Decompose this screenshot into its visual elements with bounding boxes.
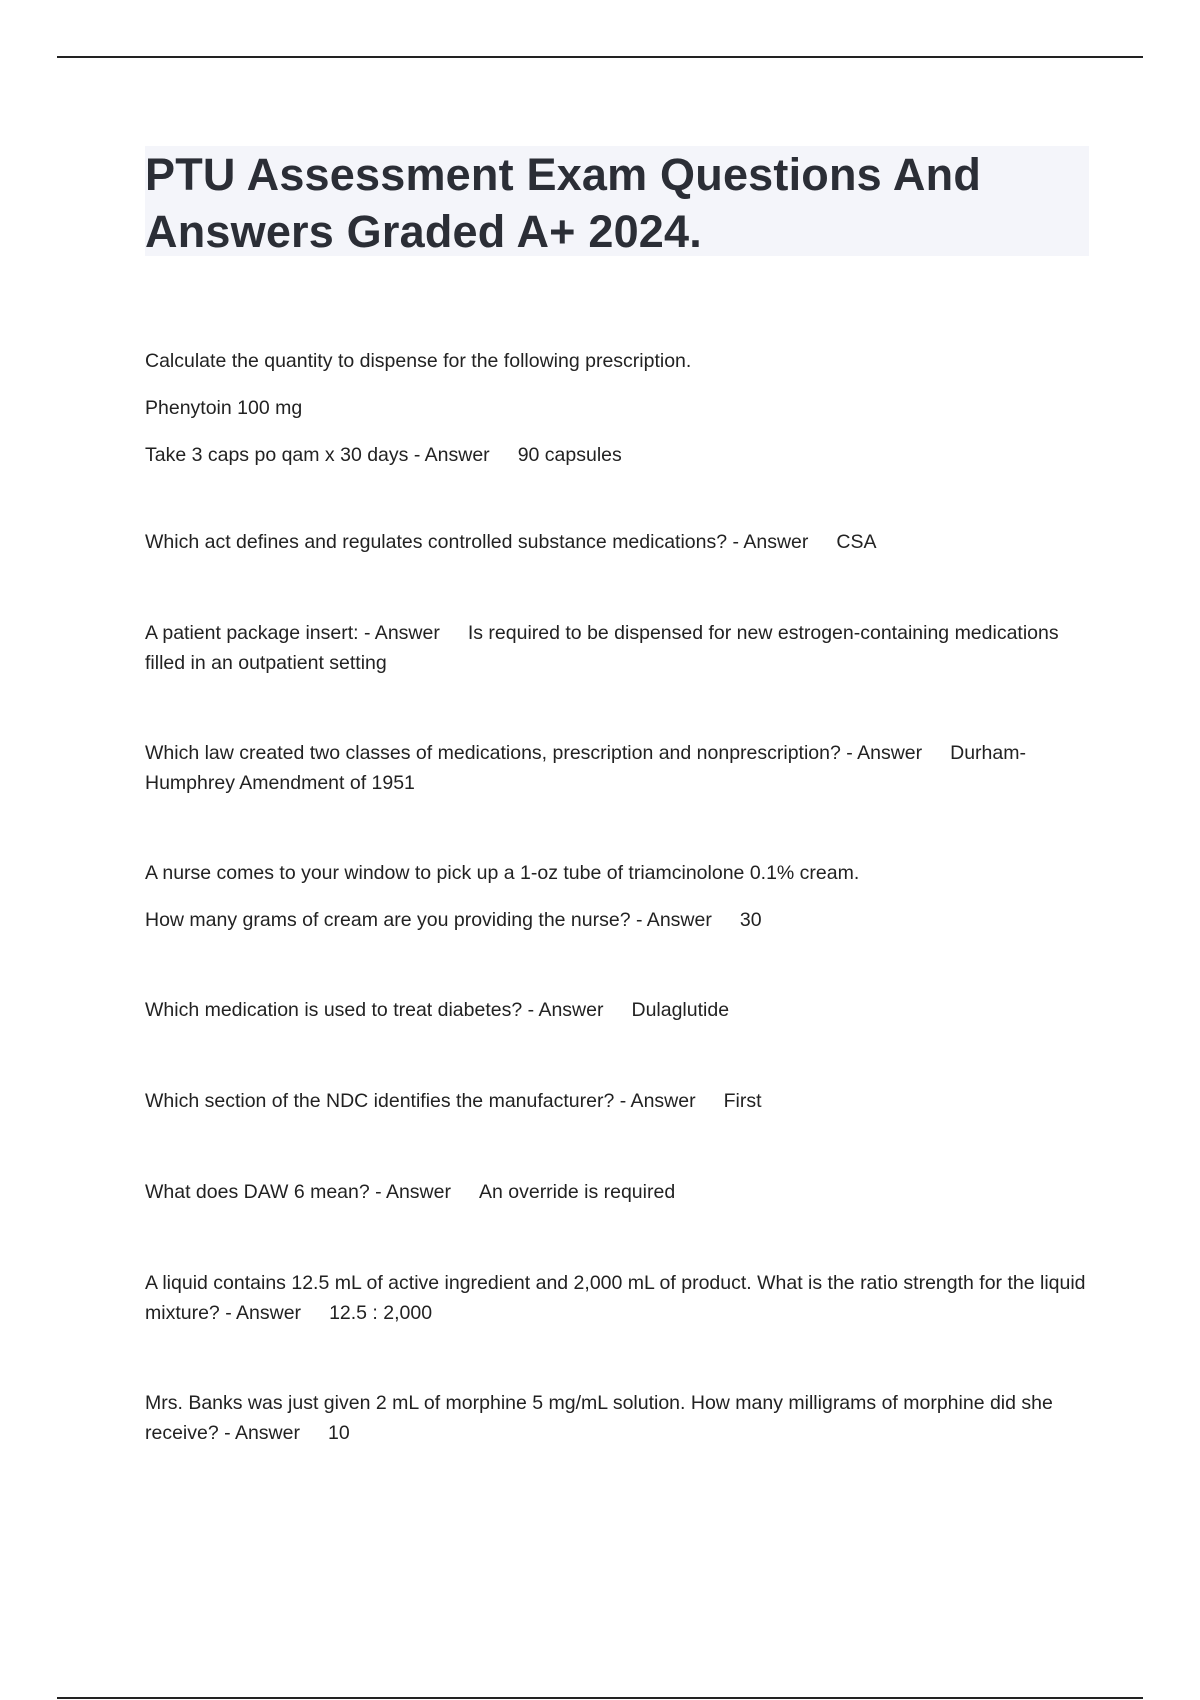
answer-text: CSA bbox=[836, 531, 877, 553]
question-text: Which law created two classes of medications, prescription and nonprescription? - Answer bbox=[145, 742, 923, 764]
question-text: How many grams of cream are you providing the nurse? - Answer bbox=[145, 909, 712, 931]
question-answer-line bbox=[145, 1268, 1095, 1328]
qa-item-9 bbox=[145, 1268, 1095, 1328]
title-box bbox=[145, 146, 1089, 256]
qa-item-7 bbox=[145, 1086, 1095, 1116]
document-title bbox=[145, 146, 1089, 260]
bottom-rule bbox=[57, 1697, 1143, 1699]
top-rule bbox=[57, 56, 1143, 58]
question-text: Which section of the NDC identifies the manufacturer? - Answer bbox=[145, 1090, 696, 1112]
question-answer-line bbox=[145, 527, 1095, 557]
qa-item-2 bbox=[145, 527, 1095, 557]
answer-text: Dulaglutide bbox=[631, 999, 730, 1021]
answer-text: An override is required bbox=[478, 1181, 676, 1203]
title-line-1: PTU Assessment Exam Questions And bbox=[145, 149, 982, 200]
question-text: A patient package insert: - Answer bbox=[145, 622, 440, 644]
question-line: Phenytoin 100 mg bbox=[145, 397, 303, 419]
qa-item-10 bbox=[145, 1388, 1095, 1448]
question-answer-line bbox=[145, 1086, 1095, 1116]
question-line: Calculate the quantity to dispense for the following prescription. bbox=[145, 350, 692, 372]
question-answer-line bbox=[145, 1177, 1095, 1207]
question-line: A nurse comes to your window to pick up a 1-oz tube of triamcinolone 0.1% cream. bbox=[145, 862, 860, 884]
qa-item-6 bbox=[145, 995, 1095, 1025]
answer-text: First bbox=[723, 1090, 762, 1112]
answer-text: Is required to be dispensed for new estrogen-containing medications filled in an outpatient setting bbox=[145, 622, 1059, 674]
answer-text: 12.5 : 2,000 bbox=[329, 1302, 433, 1324]
question-text: Which medication is used to treat diabetes? - Answer bbox=[145, 999, 604, 1021]
answer-text: 90 capsules bbox=[517, 444, 622, 466]
qa-item-5 bbox=[145, 858, 1095, 935]
answer-text: 30 bbox=[739, 909, 762, 931]
answer-text: Durham-Humphrey Amendment of 1951 bbox=[145, 742, 1026, 794]
qa-item-1 bbox=[145, 346, 1095, 470]
answer-text: 10 bbox=[327, 1422, 350, 1444]
question-answer-line bbox=[145, 905, 1095, 935]
question-text: Mrs. Banks was just given 2 mL of morphine 5 mg/mL solution. How many milligrams of morphine did she receive? - Answer bbox=[145, 1392, 1053, 1444]
question-text: Take 3 caps po qam x 30 days - Answer bbox=[145, 444, 490, 466]
question-answer-line bbox=[145, 1388, 1095, 1448]
qa-item-8 bbox=[145, 1177, 1095, 1207]
question-answer-line bbox=[145, 995, 1095, 1025]
question-text: A liquid contains 12.5 mL of active ingredient and 2,000 mL of product. What is the ratio strength for the liquid mixture? - Answer bbox=[145, 1272, 1086, 1324]
question-answer-line bbox=[145, 618, 1095, 678]
question-text: Which act defines and regulates controlled substance medications? - Answer bbox=[145, 531, 809, 553]
qa-item-4 bbox=[145, 738, 1095, 798]
title-line-2: Answers Graded A+ 2024. bbox=[145, 206, 702, 257]
question-answer-line bbox=[145, 440, 1095, 470]
qa-item-3 bbox=[145, 618, 1095, 678]
question-text: What does DAW 6 mean? - Answer bbox=[145, 1181, 451, 1203]
question-answer-line bbox=[145, 738, 1095, 798]
